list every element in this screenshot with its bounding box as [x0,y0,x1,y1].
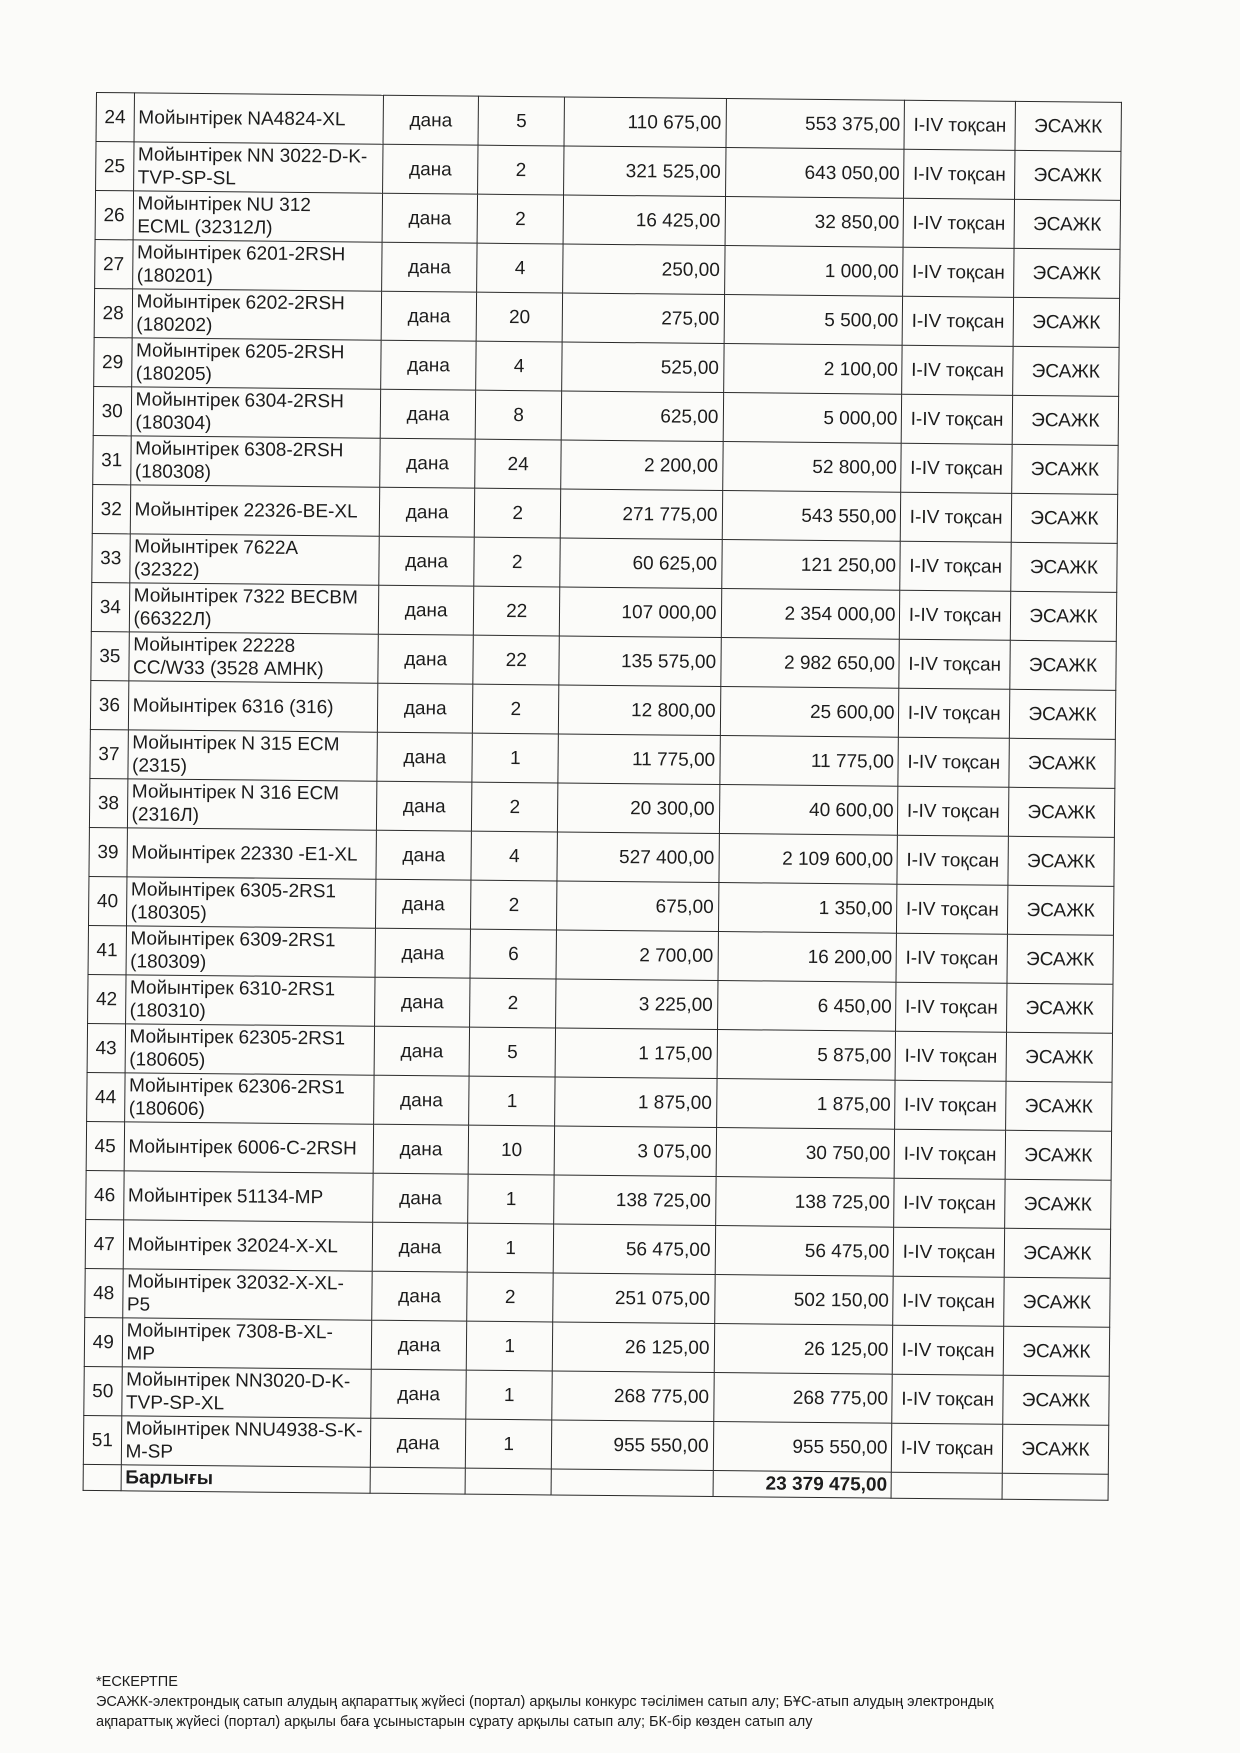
unit-cell: дана [372,1222,467,1272]
quantity-cell: 5 [478,96,565,146]
unit-cell: дана [373,1173,468,1223]
source-cell: ЭСАЖК [1007,885,1114,935]
quantity-cell: 2 [473,684,560,734]
quantity-cell: 2 [474,537,561,587]
unit-price-cell: 955 550,00 [552,1420,714,1471]
unit-cell: дана [377,732,472,782]
quantity-cell: 2 [470,978,557,1028]
row-number: 39 [89,827,127,876]
item-name: Мойынтірек NN3020-D-K- TVP-SP-XL [121,1367,371,1418]
row-number: 32 [92,484,130,533]
unit-cell: дана [382,242,477,292]
item-name: Мойынтірек 6205-2RSH (180205) [131,338,381,389]
row-number: 41 [88,925,126,974]
item-name: Мойынтірек 6304-2RSH (180304) [131,387,381,438]
unit-cell: дана [380,389,475,439]
source-cell: ЭСАЖК [1013,248,1120,298]
period-cell: I-IV тоқсан [898,737,1009,787]
total-amount-cell: 32 850,00 [725,197,904,248]
source-cell: ЭСАЖК [1013,346,1120,396]
row-number: 47 [85,1219,123,1268]
total-qty-cell [465,1468,551,1495]
procurement-sheet [91,92,1122,1496]
unit-price-cell: 675,00 [557,881,719,932]
quantity-cell: 6 [470,929,557,979]
unit-cell: дана [380,438,475,488]
source-cell: ЭСАЖК [1015,101,1122,151]
footnote [96,1672,1116,1732]
unit-price-cell: 56 475,00 [553,1224,715,1275]
quantity-cell: 4 [477,243,564,293]
source-cell: ЭСАЖК [1005,1179,1112,1229]
quantity-cell: 1 [466,1370,553,1420]
source-cell: ЭСАЖК [1014,199,1121,249]
item-name: Мойынтірек 6201-2RSH (180201) [132,240,382,291]
quantity-cell: 10 [468,1125,555,1175]
total-unit-cell [370,1467,465,1494]
quantity-cell: 22 [473,586,560,636]
period-cell: I-IV тоқсан [902,345,1013,395]
period-cell: I-IV тоқсан [900,590,1011,640]
source-cell: ЭСАЖК [1003,1375,1110,1425]
total-amount-cell: 2 109 600,00 [718,834,897,885]
row-number: 50 [84,1366,122,1415]
item-name: Мойынтірек 32024-X-XL [123,1220,373,1271]
source-cell: ЭСАЖК [1005,1130,1112,1180]
quantity-cell: 1 [466,1321,553,1371]
period-cell: I-IV тоқсан [902,394,1013,444]
unit-cell: дана [374,1075,469,1125]
unit-cell: дана [383,95,478,145]
row-number: 28 [94,288,132,337]
total-amount-cell: 502 150,00 [714,1274,893,1325]
unit-cell: дана [382,193,477,243]
quantity-cell: 4 [476,341,563,391]
row-number: 33 [92,533,130,582]
source-cell: ЭСАЖК [1012,395,1119,445]
unit-cell: дана [379,536,474,586]
total-amount-cell: 11 775,00 [719,736,898,787]
footnote-line-1: ЭСАЖК-электрондық сатып алудың ақпараттық жүйесі (портал) арқылы конкурс тәсілімен сатып алу; БҰС-атып алудың электрондық [96,1694,994,1710]
unit-cell: дана [376,830,471,880]
unit-cell: дана [378,683,473,733]
source-cell: ЭСАЖК [1011,493,1118,543]
source-cell: ЭСАЖК [1006,1032,1113,1082]
procurement-table [83,92,1122,1501]
row-number: 34 [91,582,129,631]
total-amount-cell: 955 550,00 [713,1421,892,1472]
quantity-cell: 2 [472,782,559,832]
source-cell: ЭСАЖК [1012,444,1119,494]
unit-price-cell: 251 075,00 [553,1273,715,1324]
period-cell: I-IV тоқсан [903,296,1014,346]
unit-price-cell: 250,00 [563,244,725,295]
period-cell: I-IV тоқсан [899,639,1010,689]
footnote-line-2: ақпараттық жүйесі (портал) арқылы баға ұсыныстарын сұрату арқылы сатып алу; БК-бір көзден сатып алу [96,1714,813,1730]
unit-price-cell: 271 775,00 [561,489,723,540]
source-cell: ЭСАЖК [1014,150,1121,200]
unit-price-cell: 60 625,00 [560,538,722,589]
source-cell: ЭСАЖК [1009,689,1116,739]
row-number: 49 [84,1317,122,1366]
total-label: Барлығы [121,1465,371,1493]
period-cell: I-IV тоқсан [896,982,1007,1032]
row-number: 44 [87,1072,125,1121]
total-no-cell [83,1464,121,1490]
item-name: Мойынтірек 6316 (316) [128,681,378,732]
unit-cell: дана [375,977,470,1027]
quantity-cell: 1 [472,733,559,783]
period-cell: I-IV тоқсан [904,149,1015,199]
source-cell: ЭСАЖК [1002,1424,1109,1474]
unit-price-cell: 26 125,00 [553,1322,715,1373]
total-amount-cell: 52 800,00 [722,442,901,493]
total-amount-cell: 5 875,00 [717,1030,896,1081]
source-cell: ЭСАЖК [1005,1081,1112,1131]
item-name: Мойынтірек 6305-2RS1 (180305) [126,877,376,928]
period-cell: I-IV тоқсан [901,492,1012,542]
total-amount-cell: 138 725,00 [715,1176,894,1227]
row-number: 29 [94,337,132,386]
source-cell: ЭСАЖК [1010,640,1117,690]
total-period-cell [891,1472,1002,1499]
row-number: 27 [95,239,133,288]
total-amount-cell: 2 982 650,00 [720,638,899,689]
source-cell: ЭСАЖК [1009,738,1116,788]
total-amount-cell: 26 125,00 [714,1323,893,1374]
item-name: Мойынтірек 62305-2RS1 (180605) [125,1024,375,1075]
row-number: 40 [88,876,126,925]
total-amount-cell: 25 600,00 [720,687,899,738]
period-cell: I-IV тоқсан [894,1227,1005,1277]
item-name: Мойынтірек 7322 BECBM (66322Л) [129,583,379,634]
unit-price-cell: 12 800,00 [559,685,721,736]
source-cell: ЭСАЖК [1010,591,1117,641]
unit-price-cell: 527 400,00 [557,832,719,883]
unit-price-cell: 3 225,00 [556,979,718,1030]
item-name: Мойынтірек NNU4938-S-K- M-SP [121,1416,371,1467]
period-cell: I-IV тоқсан [897,884,1008,934]
item-name: Мойынтірек 6309-2RS1 (180309) [126,926,376,977]
source-cell: ЭСАЖК [1008,787,1115,837]
quantity-cell: 5 [469,1027,556,1077]
source-cell: ЭСАЖК [1007,934,1114,984]
quantity-cell: 2 [478,145,565,195]
total-amount-cell: 1 350,00 [718,883,897,934]
total-amount-cell: 643 050,00 [725,148,904,199]
quantity-cell: 2 [477,194,564,244]
period-cell: I-IV тоқсан [894,1178,1005,1228]
unit-cell: дана [381,291,476,341]
unit-cell: дана [373,1124,468,1174]
source-cell: ЭСАЖК [1008,836,1115,886]
total-amount-cell: 2 100,00 [723,344,902,395]
row-number: 45 [86,1121,124,1170]
total-amount-cell: 2 354 000,00 [721,589,900,640]
period-cell: I-IV тоқсан [896,1031,1007,1081]
row-number: 51 [83,1415,121,1464]
quantity-cell: 1 [467,1223,554,1273]
row-number: 38 [89,778,127,827]
unit-price-cell: 2 200,00 [561,440,723,491]
source-cell: ЭСАЖК [1011,542,1118,592]
item-name: Мойынтірек 6202-2RSH (180202) [132,289,382,340]
total-amount-cell: 6 450,00 [717,981,896,1032]
unit-price-cell: 138 725,00 [554,1175,716,1226]
total-amount-cell: 56 475,00 [715,1225,894,1276]
item-name: Мойынтірек 22228 CC/W33 (3528 АМНК) [128,632,378,683]
row-number: 26 [95,191,133,240]
row-number: 25 [96,142,134,191]
unit-price-cell: 2 700,00 [556,930,718,981]
total-amount-cell: 40 600,00 [719,785,898,836]
period-cell: I-IV тоқсан [903,247,1014,297]
table-body [83,93,1121,1475]
total-amount-cell: 5 000,00 [723,393,902,444]
item-name: Мойынтірек 22330 -E1-XL [127,828,377,879]
quantity-cell: 4 [471,831,558,881]
row-number: 24 [96,93,134,142]
total-amount-cell: 543 550,00 [722,491,901,542]
quantity-cell: 1 [468,1174,555,1224]
unit-cell: дана [378,585,473,635]
unit-cell: дана [371,1320,466,1370]
total-amount-cell: 268 775,00 [713,1372,892,1423]
source-cell: ЭСАЖК [1003,1326,1110,1376]
unit-price-cell: 11 775,00 [558,734,720,785]
item-name: Мойынтірек NN 3022-D-K- TVP-SP-SL [133,142,383,193]
period-cell: I-IV тоқсан [899,688,1010,738]
period-cell: I-IV тоқсан [895,1080,1006,1130]
unit-price-cell: 625,00 [561,391,723,442]
period-cell: I-IV тоқсан [904,100,1015,150]
row-number: 42 [88,974,126,1023]
unit-price-cell: 525,00 [562,342,724,393]
quantity-cell: 1 [469,1076,556,1126]
period-cell: I-IV тоқсан [900,541,1011,591]
unit-price-cell: 1 875,00 [555,1077,717,1128]
unit-cell: дана [375,928,470,978]
total-amount-cell: 553 375,00 [726,99,905,150]
item-name: Мойынтірек 6006-C-2RSH [124,1122,374,1173]
period-cell: I-IV тоқсан [897,835,1008,885]
total-amount-cell: 121 250,00 [721,540,900,591]
unit-price-cell: 135 575,00 [559,636,721,687]
item-name: Мойынтірек 62306-2RS1 (180606) [124,1073,374,1124]
item-name: Мойынтірек N 316 ECM (2316Л) [127,779,377,830]
item-name: Мойынтірек 51134-MP [123,1171,373,1222]
quantity-cell: 2 [467,1272,554,1322]
unit-cell: дана [370,1418,465,1468]
period-cell: I-IV тоқсан [898,786,1009,836]
total-amount-cell: 30 750,00 [716,1128,895,1179]
quantity-cell: 22 [473,635,560,685]
item-name: Мойынтірек NU 312 ECML (32312Л) [133,191,383,242]
unit-price-cell: 107 000,00 [560,587,722,638]
quantity-cell: 2 [474,488,561,538]
source-cell: ЭСАЖК [1013,297,1120,347]
row-number: 48 [85,1268,123,1317]
total-amount-cell: 5 500,00 [724,295,903,346]
unit-cell: дана [383,144,478,194]
unit-cell: дана [376,879,471,929]
unit-price-cell: 110 675,00 [564,97,726,148]
item-name: Мойынтірек 22326-BE-XL [130,485,380,536]
source-cell: ЭСАЖК [1006,983,1113,1033]
quantity-cell: 1 [465,1419,552,1469]
row-number: 30 [93,386,131,435]
period-cell: I-IV тоқсан [893,1276,1004,1326]
quantity-cell: 2 [471,880,558,930]
unit-price-cell: 268 775,00 [552,1371,714,1422]
unit-cell: дана [371,1369,466,1419]
period-cell: I-IV тоқсан [892,1374,1003,1424]
unit-cell: дана [379,487,474,537]
unit-price-cell: 20 300,00 [558,783,720,834]
quantity-cell: 24 [475,439,562,489]
unit-price-cell: 16 425,00 [563,195,725,246]
unit-price-cell: 275,00 [562,293,724,344]
item-name: Мойынтірек 6310-2RS1 (180310) [125,975,375,1026]
quantity-cell: 20 [476,292,563,342]
row-number: 31 [93,435,131,484]
period-cell: I-IV тоқсан [901,443,1012,493]
source-cell: ЭСАЖК [1004,1277,1111,1327]
period-cell: I-IV тоқсан [895,1129,1006,1179]
total-amount-cell: 16 200,00 [718,932,897,983]
row-number: 43 [87,1023,125,1072]
footnote-heading: *ЕСКЕРТПЕ [96,1674,178,1690]
row-number: 37 [90,729,128,778]
total-source-cell [1002,1473,1108,1500]
unit-cell: дана [378,634,473,684]
source-cell: ЭСАЖК [1004,1228,1111,1278]
row-number: 46 [86,1170,124,1219]
unit-cell: дана [377,781,472,831]
unit-cell: дана [372,1271,467,1321]
period-cell: I-IV тоқсан [893,1325,1004,1375]
item-name: Мойынтірек 32032-X-XL- P5 [122,1269,372,1320]
unit-price-cell: 3 075,00 [554,1126,716,1177]
item-name: Мойынтірек 6308-2RSH (180308) [130,436,380,487]
item-name: Мойынтірек 7308-B-XL- MP [122,1318,372,1369]
period-cell: I-IV тоқсан [904,198,1015,248]
unit-cell: дана [381,340,476,390]
period-cell: I-IV тоқсан [896,933,1007,983]
item-name: Мойынтірек N 315 ECM (2315) [127,730,377,781]
total-sum: 23 379 475,00 [713,1470,892,1498]
unit-cell: дана [374,1026,469,1076]
item-name: Мойынтірек NA4824-XL [134,93,384,144]
total-amount-cell: 1 875,00 [716,1079,895,1130]
unit-price-cell: 321 525,00 [564,146,726,197]
row-number: 36 [90,680,128,729]
total-price-cell [551,1469,712,1497]
item-name: Мойынтірек 7622А (32322) [129,534,379,585]
unit-price-cell: 1 175,00 [555,1028,717,1079]
period-cell: I-IV тоқсан [892,1423,1003,1473]
row-number: 35 [91,631,129,680]
quantity-cell: 8 [475,390,562,440]
total-amount-cell: 1 000,00 [724,246,903,297]
